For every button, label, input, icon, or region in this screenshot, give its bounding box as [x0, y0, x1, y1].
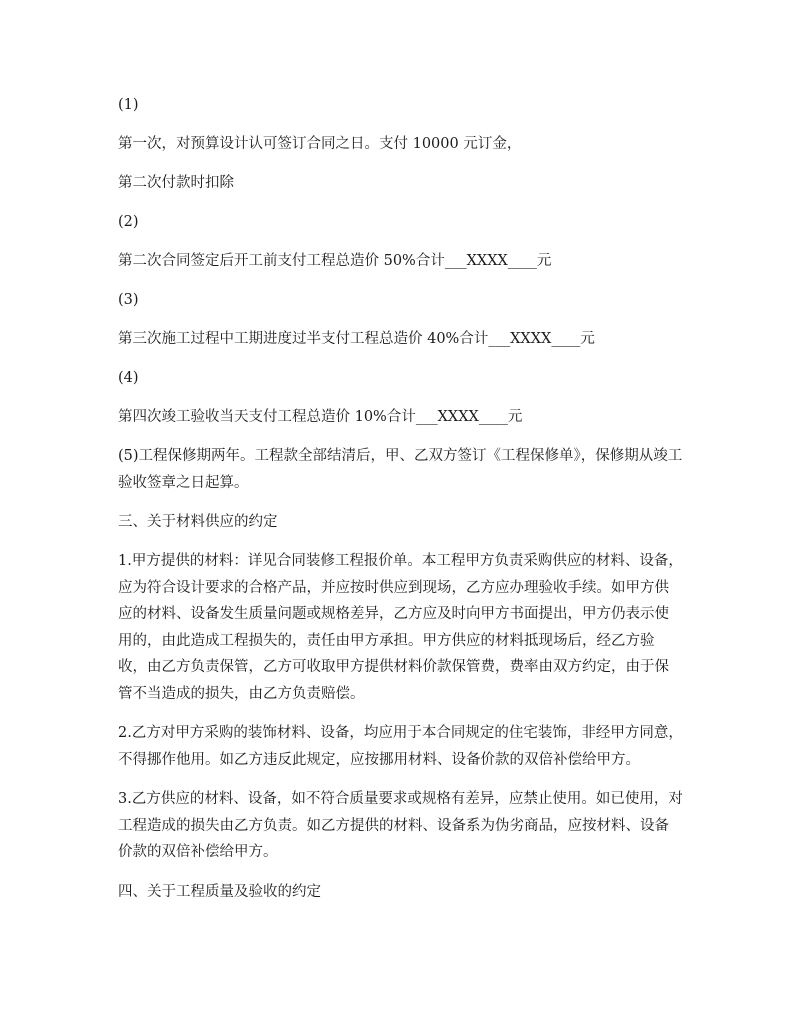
materials-clause-3: 3.乙方供应的材料、设备，如不符合质量要求或规格有差异，应禁止使用。如已使用，对工程造成的损失由乙方负责。如乙方提供的材料、设备系为伪劣商品，应按材料、设备价款的双倍补偿给甲方。 [118, 791, 683, 860]
materials-clause-1: 1.甲方提供的材料：详见合同装修工程报价单。本工程甲方负责采购供应的材料、设备，应为符合设计要求的合格产品，并应按时供应到现场，乙方应办理验收手续。如甲方供应的材料、设备发生质量问题或规格差异，乙方应及时向甲方书面提出，甲方仍表示使用的，由此造成工程损失的，责任由甲方承担。甲方供应的材料抵现场后，经乙方验收，由乙方负责保管，乙方可收取甲方提供材料价款保管费，费率由双方约定，由于保管不当造成的损失，由乙方负责赔偿。 [118, 553, 683, 702]
payment-third-paragraph: 第三次施工过程中工期进度过半支付工程总造价 40%合计___XXXX____元 [118, 331, 595, 347]
payment-fourth-paragraph: 第四次竣工验收当天支付工程总造价 10%合计___XXXX____元 [118, 409, 523, 425]
item-number: (4) [118, 370, 139, 386]
payment-first-deduction: 第二次付款时扣除 [118, 175, 234, 191]
section-heading-materials: 三、关于材料供应的约定 [118, 514, 278, 530]
payment-second-paragraph: 第二次合同签定后开工前支付工程总造价 50%合计___XXXX____元 [118, 253, 552, 269]
document-body [118, 92, 683, 918]
item-number: (2) [118, 214, 139, 230]
materials-clause-2: 2.乙方对甲方采购的装饰材料、设备，均应用于本合同规定的住宅装饰，非经甲方同意，不得挪作他用。如乙方违反此规定，应按挪用材料、设备价款的双倍补偿给甲方。 [118, 725, 683, 768]
section-heading-quality: 四、关于工程质量及验收的约定 [118, 883, 321, 900]
item-number: (3) [118, 292, 139, 308]
item-number: (1) [118, 97, 139, 113]
payment-first-paragraph: 第一次，对预算设计认可签订合同之日。支付 10000 元订金， [118, 136, 522, 152]
warranty-paragraph: (5)工程保修期两年。工程款全部结清后，甲、乙双方签订《工程保修单》，保修期从竣工验收签章之日起算。 [118, 448, 683, 491]
